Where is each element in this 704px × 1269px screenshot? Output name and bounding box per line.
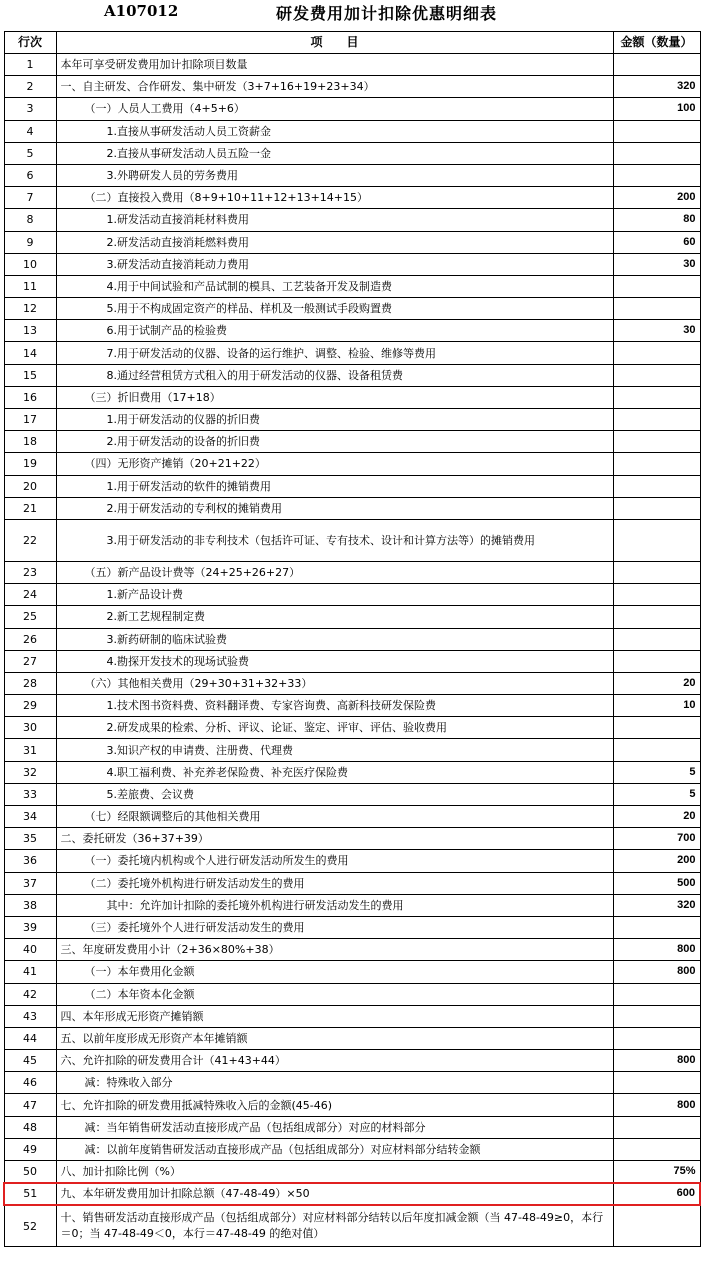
row-number: 5	[4, 142, 56, 164]
row-item: 其中：允许加计扣除的委托境外机构进行研发活动发生的费用	[56, 894, 613, 916]
row-item: 3.研发活动直接消耗动力费用	[56, 253, 613, 275]
table-header-row	[4, 32, 700, 54]
row-item: 6.用于试制产品的检验费	[56, 320, 613, 342]
row-number: 19	[4, 453, 56, 475]
deduction-table	[3, 31, 701, 1247]
row-amount	[613, 298, 700, 320]
table-row	[4, 939, 700, 961]
row-item: 4.用于中间试验和产品试制的模具、工艺装备开发及制造费	[56, 275, 613, 297]
row-amount: 800	[613, 939, 700, 961]
row-item: 一、自主研发、合作研发、集中研发（3+7+16+19+23+34）	[56, 76, 613, 98]
table-row	[4, 606, 700, 628]
row-item: （五）新产品设计费等（24+25+26+27）	[56, 561, 613, 583]
row-amount	[613, 120, 700, 142]
row-item: （二）本年资本化金额	[56, 983, 613, 1005]
row-number: 20	[4, 475, 56, 497]
row-amount	[613, 1005, 700, 1027]
row-item: 4.勘探开发技术的现场试验费	[56, 650, 613, 672]
table-row	[4, 894, 700, 916]
row-item: （二）委托境外机构进行研发活动发生的费用	[56, 872, 613, 894]
row-number: 30	[4, 717, 56, 739]
row-item: 2.用于研发活动的专利权的摊销费用	[56, 497, 613, 519]
table-row	[4, 386, 700, 408]
row-amount: 800	[613, 961, 700, 983]
row-number: 18	[4, 431, 56, 453]
row-number: 2	[4, 76, 56, 98]
row-number: 6	[4, 164, 56, 186]
row-amount	[613, 628, 700, 650]
row-amount	[613, 497, 700, 519]
table-row	[4, 76, 700, 98]
row-item: 九、本年研发费用加计扣除总额（47-48-49）×50	[56, 1183, 613, 1205]
row-amount: 320	[613, 76, 700, 98]
row-number: 45	[4, 1050, 56, 1072]
row-item: 1.用于研发活动的仪器的折旧费	[56, 409, 613, 431]
row-item: 2.用于研发活动的设备的折旧费	[56, 431, 613, 453]
col-header-no: 行次	[4, 32, 56, 54]
row-amount	[613, 1116, 700, 1138]
row-number: 33	[4, 783, 56, 805]
col-header-item: 项 目	[56, 32, 613, 54]
table-row	[4, 231, 700, 253]
row-item: 5.差旅费、会议费	[56, 783, 613, 805]
row-amount: 800	[613, 1094, 700, 1116]
table-row	[4, 142, 700, 164]
row-item: 三、年度研发费用小计（2+36×80%+38）	[56, 939, 613, 961]
row-item: 1.用于研发活动的软件的摊销费用	[56, 475, 613, 497]
table-row	[4, 120, 700, 142]
table-row	[4, 298, 700, 320]
row-number: 35	[4, 828, 56, 850]
row-number: 32	[4, 761, 56, 783]
table-row	[4, 584, 700, 606]
row-item: 2.研发活动直接消耗燃料费用	[56, 231, 613, 253]
row-amount	[613, 650, 700, 672]
row-number: 28	[4, 672, 56, 694]
row-number: 39	[4, 916, 56, 938]
row-number: 11	[4, 275, 56, 297]
row-amount	[613, 1027, 700, 1049]
table-row	[4, 561, 700, 583]
row-amount: 5	[613, 761, 700, 783]
row-amount	[613, 739, 700, 761]
row-amount	[613, 275, 700, 297]
row-amount: 700	[613, 828, 700, 850]
row-number: 8	[4, 209, 56, 231]
row-number: 51	[4, 1183, 56, 1205]
row-amount: 600	[613, 1183, 700, 1205]
row-item: 2.直接从事研发活动人员五险一金	[56, 142, 613, 164]
row-item: 七、允许扣除的研发费用抵减特殊收入后的金额(45-46)	[56, 1094, 613, 1116]
row-item: 3.外聘研发人员的劳务费用	[56, 164, 613, 186]
row-number: 47	[4, 1094, 56, 1116]
row-item: 本年可享受研发费用加计扣除项目数量	[56, 54, 613, 76]
table-row	[4, 1116, 700, 1138]
row-number: 15	[4, 364, 56, 386]
row-amount: 200	[613, 187, 700, 209]
table-row	[4, 650, 700, 672]
row-item: 十、销售研发活动直接形成产品（包括组成部分）对应材料部分结转以后年度扣减金额（当 47-48-49≥0，本行＝0；当 47-48-49＜0，本行＝47-48-49 的绝对值）	[56, 1205, 613, 1247]
row-amount	[613, 342, 700, 364]
table-row	[4, 628, 700, 650]
row-amount: 200	[613, 850, 700, 872]
table-row	[4, 253, 700, 275]
row-item: 二、委托研发（36+37+39）	[56, 828, 613, 850]
row-amount: 100	[613, 98, 700, 120]
row-number: 13	[4, 320, 56, 342]
col-header-amount: 金额（数量）	[613, 32, 700, 54]
row-amount	[613, 584, 700, 606]
row-item: 4.职工福利费、补充养老保险费、补充医疗保险费	[56, 761, 613, 783]
table-row	[4, 739, 700, 761]
row-amount	[613, 519, 700, 561]
table-row	[4, 717, 700, 739]
row-item: （一）人员人工费用（4+5+6）	[56, 98, 613, 120]
row-number: 36	[4, 850, 56, 872]
row-item: （六）其他相关费用（29+30+31+32+33）	[56, 672, 613, 694]
row-amount	[613, 916, 700, 938]
row-item: （三）委托境外个人进行研发活动发生的费用	[56, 916, 613, 938]
row-number: 24	[4, 584, 56, 606]
row-amount: 320	[613, 894, 700, 916]
row-number: 46	[4, 1072, 56, 1094]
row-number: 12	[4, 298, 56, 320]
row-amount	[613, 983, 700, 1005]
row-amount	[613, 409, 700, 431]
row-item: 3.知识产权的申请费、注册费、代理费	[56, 739, 613, 761]
row-item: （一）本年费用化金额	[56, 961, 613, 983]
row-item: 减：当年销售研发活动直接形成产品（包括组成部分）对应的材料部分	[56, 1116, 613, 1138]
table-row	[4, 672, 700, 694]
row-number: 14	[4, 342, 56, 364]
row-number: 21	[4, 497, 56, 519]
row-amount: 20	[613, 806, 700, 828]
table-row	[4, 1072, 700, 1094]
table-row	[4, 187, 700, 209]
table-row	[4, 54, 700, 76]
row-amount: 10	[613, 695, 700, 717]
row-item: （四）无形资产摊销（20+21+22）	[56, 453, 613, 475]
row-number: 16	[4, 386, 56, 408]
row-item: 2.研发成果的检索、分析、评议、论证、鉴定、评审、评估、验收费用	[56, 717, 613, 739]
row-item: 五、以前年度形成无形资产本年摊销额	[56, 1027, 613, 1049]
row-number: 37	[4, 872, 56, 894]
row-amount	[613, 717, 700, 739]
row-amount	[613, 54, 700, 76]
row-number: 40	[4, 939, 56, 961]
row-number: 52	[4, 1205, 56, 1247]
row-amount: 20	[613, 672, 700, 694]
row-number: 27	[4, 650, 56, 672]
table-row	[4, 431, 700, 453]
table-row	[4, 983, 700, 1005]
row-amount: 800	[613, 1050, 700, 1072]
row-number: 42	[4, 983, 56, 1005]
table-row	[4, 872, 700, 894]
form-header	[0, 0, 704, 30]
row-number: 44	[4, 1027, 56, 1049]
row-amount: 30	[613, 320, 700, 342]
row-amount	[613, 142, 700, 164]
table-row	[4, 453, 700, 475]
table-row	[4, 164, 700, 186]
table-row	[4, 1094, 700, 1116]
table-row	[4, 475, 700, 497]
table-row	[4, 761, 700, 783]
row-amount: 500	[613, 872, 700, 894]
row-number: 26	[4, 628, 56, 650]
row-number: 7	[4, 187, 56, 209]
row-number: 22	[4, 519, 56, 561]
row-amount: 60	[613, 231, 700, 253]
row-amount: 30	[613, 253, 700, 275]
row-number: 50	[4, 1161, 56, 1183]
row-amount	[613, 1072, 700, 1094]
table-row	[4, 1050, 700, 1072]
row-number: 34	[4, 806, 56, 828]
row-amount	[613, 386, 700, 408]
row-amount	[613, 431, 700, 453]
row-item: 1.研发活动直接消耗材料费用	[56, 209, 613, 231]
row-number: 43	[4, 1005, 56, 1027]
table-row	[4, 1005, 700, 1027]
table-row	[4, 850, 700, 872]
row-amount: 75%	[613, 1161, 700, 1183]
row-item: 八、加计扣除比例（%）	[56, 1161, 613, 1183]
table-row	[4, 806, 700, 828]
table-row	[4, 275, 700, 297]
row-item: 3.新药研制的临床试验费	[56, 628, 613, 650]
row-item: （二）直接投入费用（8+9+10+11+12+13+14+15）	[56, 187, 613, 209]
row-number: 17	[4, 409, 56, 431]
table-row	[4, 783, 700, 805]
table-row	[4, 695, 700, 717]
row-item: 2.新工艺规程制定费	[56, 606, 613, 628]
row-amount	[613, 475, 700, 497]
row-amount: 5	[613, 783, 700, 805]
table-row	[4, 409, 700, 431]
row-number: 4	[4, 120, 56, 142]
row-number: 1	[4, 54, 56, 76]
table-row	[4, 1183, 700, 1205]
table-row	[4, 828, 700, 850]
row-item: 5.用于不构成固定资产的样品、样机及一般测试手段购置费	[56, 298, 613, 320]
row-item: 减：特殊收入部分	[56, 1072, 613, 1094]
row-number: 23	[4, 561, 56, 583]
table-row	[4, 1161, 700, 1183]
row-number: 38	[4, 894, 56, 916]
row-item: 1.新产品设计费	[56, 584, 613, 606]
row-item: 1.直接从事研发活动人员工资薪金	[56, 120, 613, 142]
row-amount	[613, 606, 700, 628]
row-number: 41	[4, 961, 56, 983]
row-amount	[613, 1205, 700, 1247]
form-code: A107012	[104, 2, 179, 20]
table-row	[4, 916, 700, 938]
row-item: 3.用于研发活动的非专利技术（包括许可证、专有技术、设计和计算方法等）的摊销费用	[56, 519, 613, 561]
table-row	[4, 1205, 700, 1247]
row-number: 48	[4, 1116, 56, 1138]
row-item: 1.技术图书资料费、资料翻译费、专家咨询费、高新科技研发保险费	[56, 695, 613, 717]
row-amount	[613, 364, 700, 386]
row-item: （三）折旧费用（17+18）	[56, 386, 613, 408]
row-number: 31	[4, 739, 56, 761]
row-amount: 80	[613, 209, 700, 231]
table-row	[4, 209, 700, 231]
row-item: （一）委托境内机构或个人进行研发活动所发生的费用	[56, 850, 613, 872]
row-number: 49	[4, 1138, 56, 1160]
table-row	[4, 320, 700, 342]
row-item: 减：以前年度销售研发活动直接形成产品（包括组成部分）对应材料部分结转金额	[56, 1138, 613, 1160]
table-row	[4, 98, 700, 120]
row-number: 3	[4, 98, 56, 120]
row-number: 25	[4, 606, 56, 628]
table-row	[4, 364, 700, 386]
row-number: 9	[4, 231, 56, 253]
row-amount	[613, 164, 700, 186]
table-body	[4, 54, 700, 1247]
table-row	[4, 342, 700, 364]
row-item: 8.通过经营租赁方式租入的用于研发活动的仪器、设备租赁费	[56, 364, 613, 386]
row-item: 7.用于研发活动的仪器、设备的运行维护、调整、检验、维修等费用	[56, 342, 613, 364]
form-title: 研发费用加计扣除优惠明细表	[276, 4, 498, 23]
row-item: （七）经限额调整后的其他相关费用	[56, 806, 613, 828]
row-amount	[613, 561, 700, 583]
row-item: 六、允许扣除的研发费用合计（41+43+44）	[56, 1050, 613, 1072]
table-row	[4, 1138, 700, 1160]
table-row	[4, 1027, 700, 1049]
row-item: 四、本年形成无形资产摊销额	[56, 1005, 613, 1027]
table-row	[4, 497, 700, 519]
row-amount	[613, 1138, 700, 1160]
row-amount	[613, 453, 700, 475]
row-number: 10	[4, 253, 56, 275]
row-number: 29	[4, 695, 56, 717]
table-row	[4, 519, 700, 561]
table-row	[4, 961, 700, 983]
